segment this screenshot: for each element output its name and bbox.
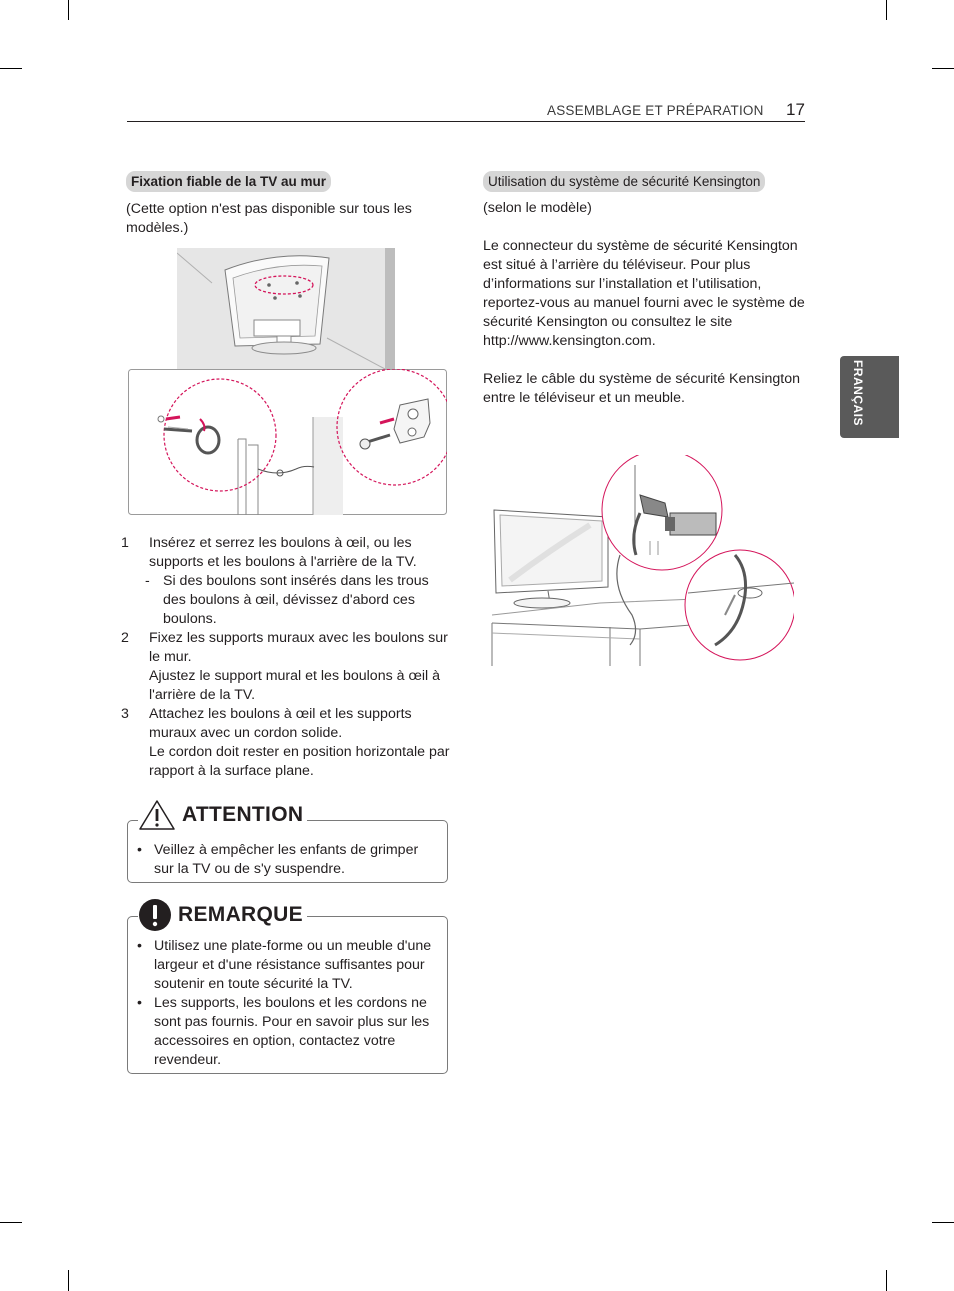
right-column-text [483, 199, 808, 408]
language-tab-label: FRANÇAIS [851, 360, 865, 426]
step-2 [121, 629, 451, 705]
page-number: 17 [786, 100, 805, 119]
attention-title: ATTENTION [182, 803, 304, 826]
attention-item: • Veillez à empêcher les enfants de grimper sur la TV ou de s'y suspendre. [128, 841, 438, 879]
step-1 [121, 534, 451, 629]
remarque-header [138, 898, 307, 932]
language-tab [840, 356, 899, 438]
step-3 [121, 705, 451, 781]
step-number: 2 [121, 630, 129, 646]
crop-mark [68, 0, 69, 20]
remarque-title: REMARQUE [178, 903, 303, 926]
crop-mark [886, 0, 887, 20]
crop-mark [68, 1270, 69, 1291]
kensington-lock-illustration [490, 455, 794, 666]
header-rule [127, 121, 805, 122]
crop-mark [886, 1270, 887, 1291]
attention-header [138, 799, 307, 831]
warning-triangle-icon [138, 799, 176, 831]
step-text: Attachez les boulons à œil et les supports muraux avec un cordon solide. [149, 706, 412, 741]
kensington-paragraph-2: Reliez le câble du système de sécurité Kensington entre le téléviseur et un meuble. [483, 371, 801, 406]
kensington-paragraph-1: Le connecteur du système de sécurité Kensington est situé à l’arrière du téléviseur. Pour plus d’informations sur l’installation et l’utilisation, reportez-vous au manuel fourni avec le système de sécurité Kensington ou consultez le site http://www.kensington.com. [483, 238, 805, 349]
remarque-box [127, 916, 448, 1074]
step-text: Fixez les supports muraux avec les boulons sur le mur. [149, 630, 448, 665]
step-subnote [145, 572, 451, 629]
remarque-list [128, 937, 438, 1070]
intro-text: (Cette option n'est pas disponible sur tous les modèles.) [126, 201, 412, 236]
crop-mark [932, 68, 954, 69]
remarque-item: • Utilisez une plate-forme ou un meuble d'une largeur et d'une résistance suffisantes pour soutenir en toute sécurité la TV. [128, 937, 438, 994]
step-number: 1 [121, 535, 129, 551]
remarque-item: • Les supports, les boulons et les cordons ne sont pas fournis. Pour en savoir plus sur les accessoires en option, contactez votre revendeur. [128, 994, 438, 1070]
header-section-title: ASSEMBLAGE ET PRÉPARATION [547, 103, 764, 118]
exclamation-icon [138, 898, 172, 932]
eye-bolt-bracket-illustration [128, 369, 447, 515]
section-heading-kensington: Utilisation du système de sécurité Kensington [483, 171, 765, 192]
crop-mark [932, 1222, 954, 1223]
step-extra-text: Le cordon doit rester en position horizontale par rapport à la surface plane. [149, 744, 450, 779]
installation-steps [121, 534, 451, 781]
step-text: Insérez et serrez les boulons à œil, ou les supports et les boulons à l'arrière de la TV. [149, 535, 417, 570]
section-heading-wall-mount: Fixation fiable de la TV au mur [126, 171, 331, 192]
crop-mark [0, 68, 22, 69]
model-note: (selon le modèle) [483, 200, 592, 216]
tv-rear-illustration [177, 248, 395, 369]
step-number: 3 [121, 706, 129, 722]
step-subnote-text: Si des boulons sont insérés dans les trous des boulons à œil, dévissez d'abord ces boulons. [163, 573, 429, 627]
attention-list [128, 841, 438, 879]
crop-mark [0, 1222, 22, 1223]
step-extra-text: Ajustez le support mural et les boulons à œil à l'arrière de la TV. [149, 668, 440, 703]
dash-marker: - [145, 573, 150, 589]
